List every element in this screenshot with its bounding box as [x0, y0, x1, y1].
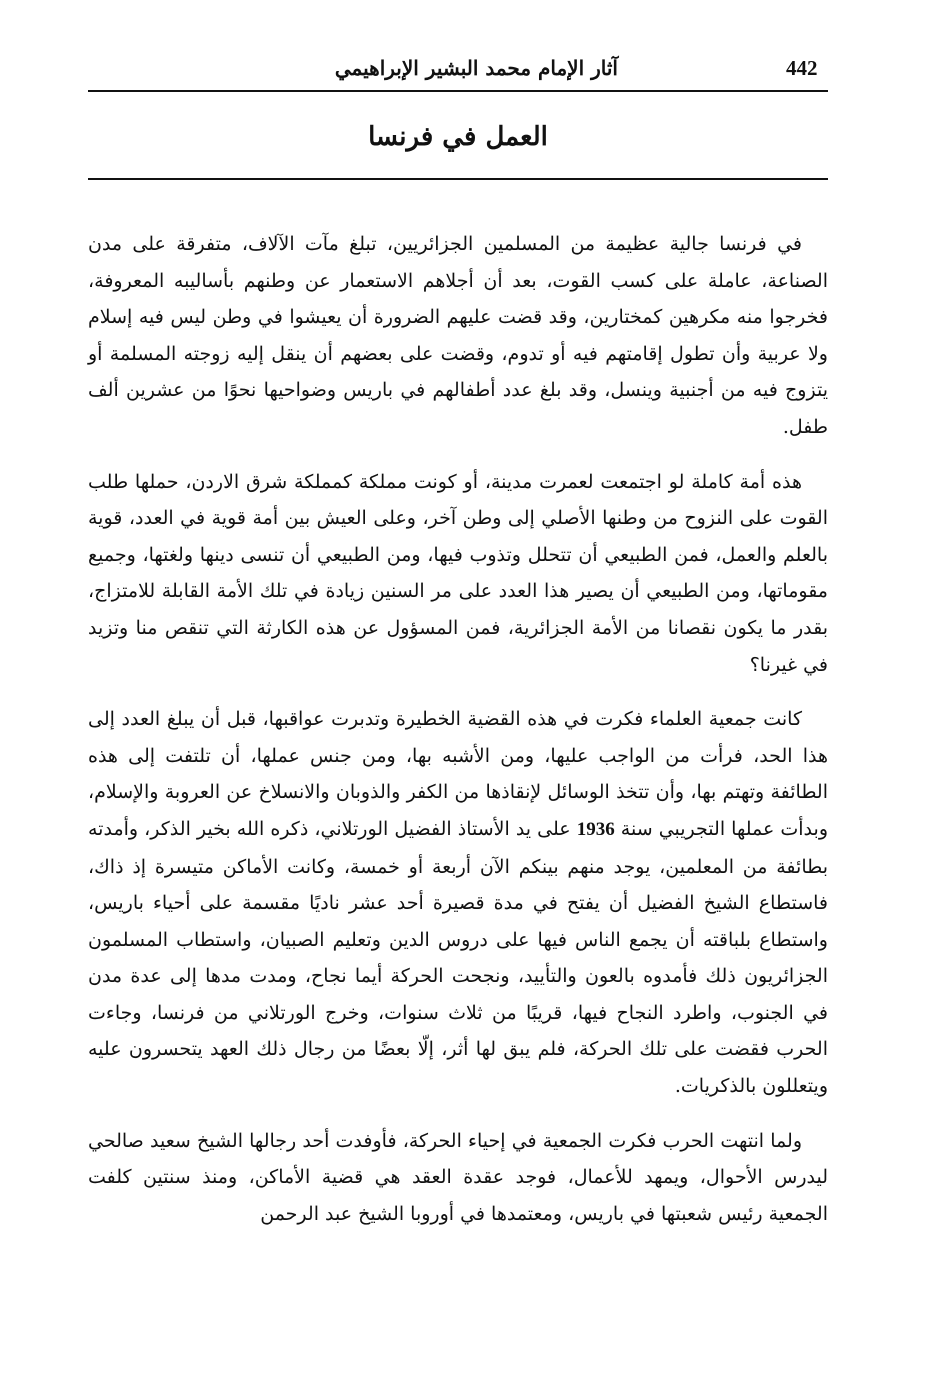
body-text	[88, 226, 828, 1232]
header-rule	[88, 90, 828, 92]
paragraph-2: هذه أمة كاملة لو اجتمعت لعمرت مدينة، أو كونت مملكة كمملكة شرق الاردن، حملها طلب القوت على النزوح من وطنها الأصلي إلى وطن آخر، وعلى العيش بين أمة قوية في العدد، قوية بالعلم والعمل، فمن الطبيعي أن تتحلل وتذوب فيها، ومن الطبيعي أن تنسى دينها ولغتها، وجميع مقوماتها، ومن الطبيعي أن يصير هذا العدد على مر السنين زيادة في تلك الأمة القابلة للامتزاج، بقدر ما يكون نقصانا من الأمة الجزائرية، فمن المسؤول عن هذه الكارثة التي تنقص منا وتزيد في غيرنا؟	[88, 470, 828, 676]
title-rule	[88, 178, 828, 180]
chapter-title: العمل في فرنسا	[368, 122, 548, 152]
paragraph-3	[88, 701, 828, 1105]
running-header	[88, 52, 828, 90]
running-title: آثار الإمام محمد البشير الإبراهيمي	[334, 56, 618, 80]
paragraph-3-part-2: على يد الأستاذ الفضيل الورتلاني، ذكره الله بخير الذكر، وأمدته بطائفة من المعلمين، يوجد منهم بينكم الآن أربعة أو خمسة، وكانت الأماكن متيسرة إذ ذاك، فاستطاع الشيخ الفضيل أن يفتح في مدة قصيرة أحد عشر ناديًا مقسمة على أحياء باريس، واستطاع بلباقته أن يجمع الناس فيها على دروس الدين وتعليم الصبيان، واستطاب المسلمون الجزائريون ذلك فأمدوه بالعون والتأييد، ونجحت الحركة أيما نجاح، ومدت مدها إلى عدة مدن في الجنوب، واطرد النجاح فيها، قريبًا من ثلاث سنوات، وخرج الورتلاني من فرنسا، وجاءت الحرب فقضت على تلك الحركة، فلم يبق لها أثر، إلّا بعضًا من رجال ذلك العهد يتحسرون عليه ويتعللون بالذكريات.	[88, 817, 828, 1098]
paragraph-4: ولما انتهت الحرب فكرت الجمعية في إحياء الحركة، فأوفدت أحد رجالها الشيخ سعيد صالحي ليدرس الأحوال، ويمهد للأعمال، فوجد عقدة العقد هي قضية الأماكن، ومنذ سنتين كلفت الجمعية رئيس شعبتها في باريس، ومعتمدها في أوروبا الشيخ عبد الرحمن	[88, 1129, 828, 1225]
paragraph-1: في فرنسا جالية عظيمة من المسلمين الجزائريين، تبلغ مآت الآلاف، متفرقة على مدن الصناعة، عاملة على كسب القوت، بعد أن أجلاهم الاستعمار عن وطنهم بأساليبه المعروفة، فخرجوا منه مكرهين كمختارين، وقد قضت عليهم الضرورة أن يعيشوا في وطن ليس فيه إسلام ولا عربية وأن تطول إقامتهم فيه أو تدوم، وقضت على بعضهم أن ينقل إليه زوجته المسلمة أو يتزوج فيه من أجنبية وينسل، وقد بلغ عدد أطفالهم في باريس وضواحيها نحوًا من عشرين ألف طفل.	[88, 233, 828, 438]
page-number: 442	[786, 56, 818, 80]
year-number: 1936	[576, 818, 615, 840]
paragraph-3-part-1: كانت جمعية العلماء فكرت في هذه القضية الخطيرة وتدبرت عواقبها، قبل أن يبلغ العدد إلى هذا الحد، فرأت من الواجب عليها، ومن الأشبه بها، ومن جنس عملها، أن تلتفت إلى هذه الطائفة وتهتم بها، وأن تتخذ الوسائل لإنقاذها من الكفر والذوبان والانسلاخ عن العروبة والإسلام، وبدأت عملها التجريبي سنة	[88, 708, 828, 840]
